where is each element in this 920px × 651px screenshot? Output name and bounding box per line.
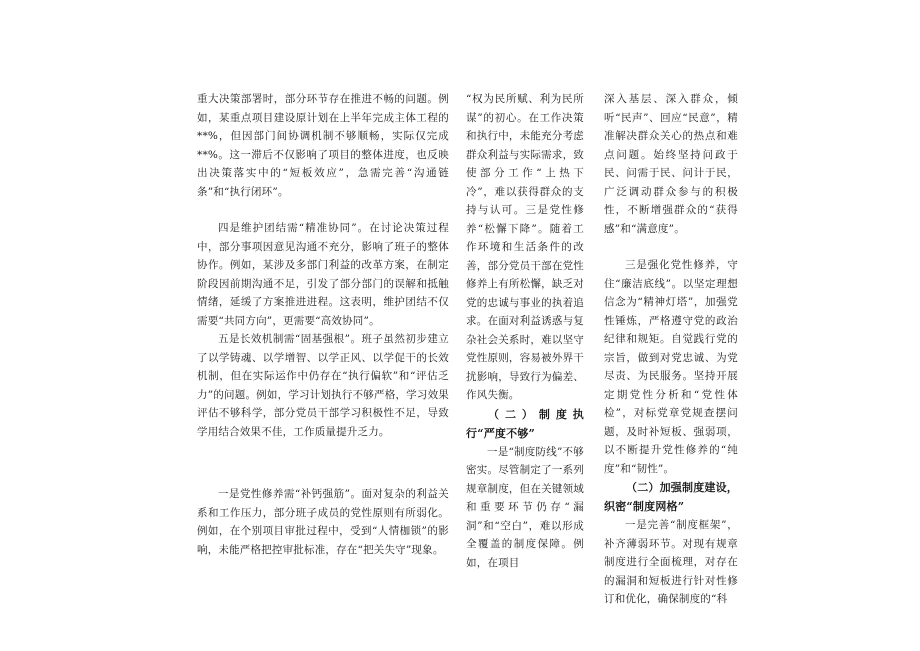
paragraph-system-defense: 一是“制度防线”不够密实。尽管制定了一系列规章制度，但在关键领域和重要环节仍存“漏洞”和“空白”，难以形成全覆盖的制度保障。例如，在项目 [466,445,584,569]
paragraph-system-framework: 一是完善“制度框架”，补齐薄弱环节。对现有规章制度进行全面梳理，对存在的漏洞和短板进行针对性修订和优化，确保制度的“科 [604,519,738,605]
paragraph-integrity: 三是强化党性修养，守住“廉洁底线”。以坚定理想信念为“精神灯塔”，加强党性锤炼，严格遵守党的政治纪律和规矩。自觉践行党的宗旨，做到对党忠诚、为党尽责、为民服务。坚持开展定期党性分析和“党性体检”，对标党章党规查摆问题，及时补短板、强弱项，以不断提升党性修养的“纯度”和“韧性”。 [604,259,738,475]
text-column-left [197,90,449,559]
section-heading-system-building: （二）加强制度建设，织密“制度网格” [604,481,738,513]
text-column-middle [466,90,584,572]
section-heading-system-execution: （二）制度执行“严度不够” [466,407,584,440]
paragraph-original-aspiration: “权为民所赋、利为民所谋”的初心。在工作决策和执行中，未能充分考虑群众利益与实际需求，致使部分工作“上热下冷”，难以获得群众的支持与认可。三是党性修养“松懈下降”。随着工作环境和生活条件的改善，部分党员干部在党性修养上有所松懈，缺乏对党的忠诚与事业的执着追求。在面对利益诱惑与复杂社会关系时，难以坚守党性原则，容易被外界干扰影响，导致行为偏差、作风失衡。 [466,93,584,401]
text-column-right [604,90,738,609]
paragraph-long-term-mechanism: 五是长效机制需“固基强根”。班子虽然初步建立了以学铸魂、以学增智、以学正风、以学促干的长效机制，但在实际运作中仍存在“执行偏软”和“评估乏力”的问题。例如，学习计划执行不够严格，学习效果评估不够科学，部分党员干部学习积极性不足，导致学用结合效果不佳，工作质量提升乏力。 [197,333,449,438]
paragraph-unity-coordination: 四是维护团结需“精准协同”。在讨论决策过程中，部分事项因意见沟通不充分，影响了班子的整体协作。例如，某涉及多部门利益的改革方案，在制定阶段因前期沟通不足，引发了部分部门的误解和抵触情绪，延缓了方案推进进程。这表明，维护团结不仅需要“共同方向”，更需要“高效协同”。 [197,222,449,327]
paragraph-decision-delay: 重大决策部署时，部分环节存在推进不畅的问题。例如，某重点项目建设原计划在上半年完成主体工程的**%，但因部门间协调机制不够顺畅，实际仅完成**%。这一滞后不仅影响了项目的整体进度，也反映出决策落实中的“短板效应”，急需完善“沟通链条”和“执行闭环”。 [197,93,449,198]
paragraph-grassroots: 深入基层、深入群众，倾听“民声”、回应“民意”，精准解决群众关心的热点和难点问题。始终坚持问政于民、问需于民、问计于民，广泛调动群众参与的积极性，不断增强群众的“获得感”和“满意度”。 [604,93,738,235]
paragraph-party-spirit: 一是党性修养需“补钙强筋”。面对复杂的利益关系和工作压力，部分班子成员的党性原则有所弱化。例如，在个别项目审批过程中，受到“人情枷锁”的影响，未能严格把控审批标准，存在“把关失守”现象。 [197,488,449,556]
